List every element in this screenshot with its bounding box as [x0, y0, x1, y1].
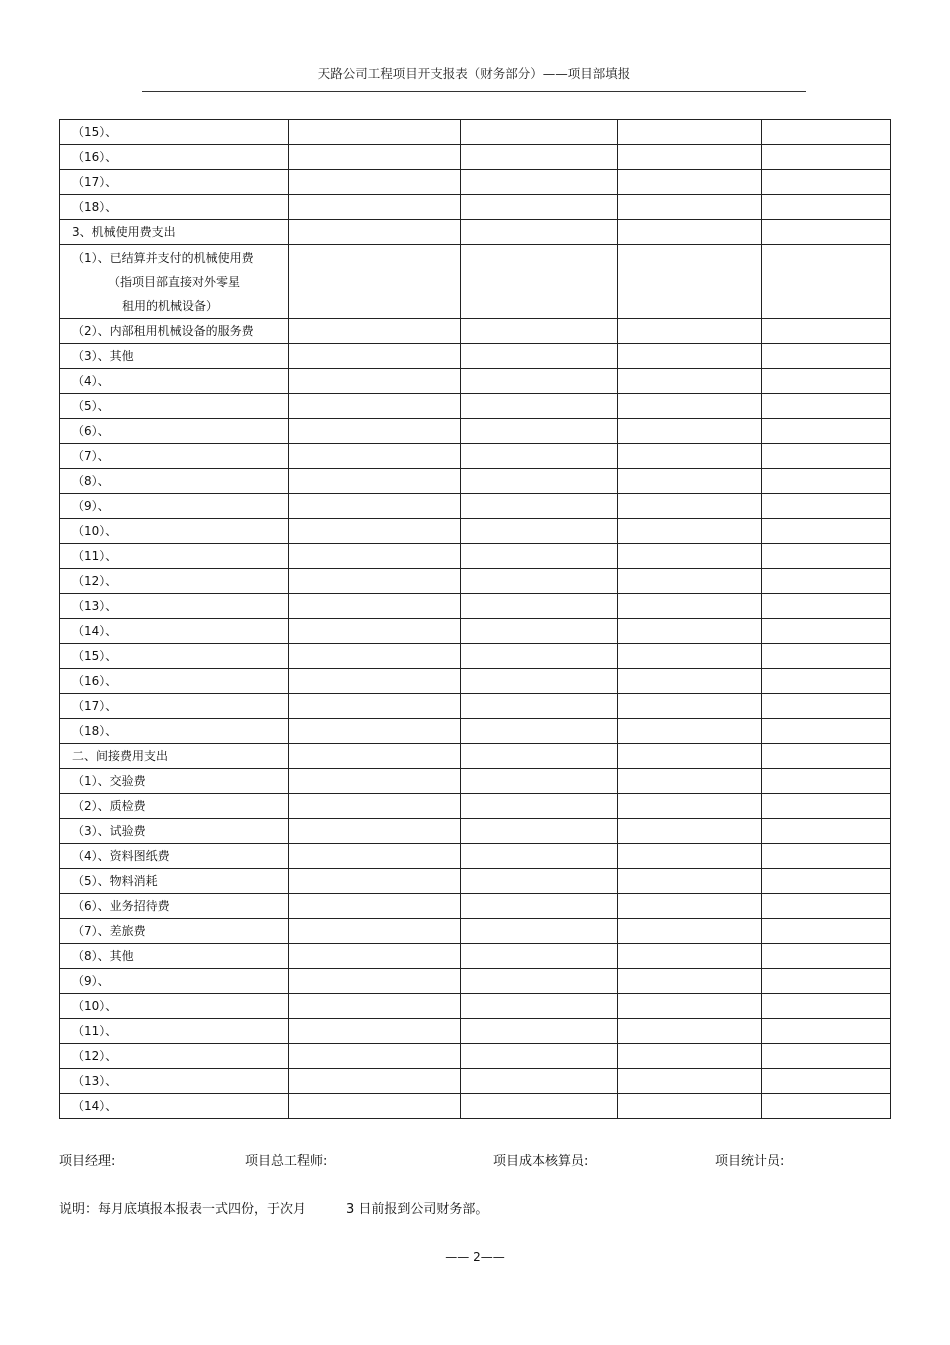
entry-cell[interactable]: [762, 245, 891, 319]
table-row: [60, 894, 891, 919]
entry-cell[interactable]: [618, 1019, 762, 1044]
table-row: [60, 994, 891, 1019]
entry-cell[interactable]: [762, 844, 891, 869]
entry-cell[interactable]: [618, 694, 762, 719]
entry-cell[interactable]: [618, 744, 762, 769]
entry-cell[interactable]: [762, 344, 891, 369]
table-row: [60, 644, 891, 669]
entry-cell[interactable]: [762, 819, 891, 844]
row-label: （12）、: [72, 1049, 118, 1063]
row-label-cell: [60, 819, 289, 844]
entry-cell[interactable]: [461, 245, 618, 319]
entry-cell[interactable]: [618, 245, 762, 319]
entry-cell[interactable]: [461, 1044, 618, 1069]
row-label: （9）、: [72, 499, 110, 513]
entry-cell[interactable]: [461, 744, 618, 769]
entry-cell[interactable]: [762, 170, 891, 195]
table-row: [60, 619, 891, 644]
row-label: （3）、其他: [72, 349, 134, 363]
table-row: [60, 220, 891, 245]
row-label: （13）、: [72, 599, 118, 613]
row-label-cell: [60, 145, 289, 170]
table-row: [60, 195, 891, 220]
table-row: [60, 944, 891, 969]
row-label-cell: [60, 1019, 289, 1044]
entry-cell[interactable]: [289, 170, 461, 195]
row-label: （6）、: [72, 424, 110, 438]
row-label-cell: [60, 519, 289, 544]
row-label: （1）、交验费: [72, 774, 146, 788]
row-label: （3）、试验费: [72, 824, 146, 838]
row-label: （12）、: [72, 574, 118, 588]
row-label: （16）、: [72, 674, 118, 688]
row-label: （16）、: [72, 150, 118, 164]
entry-cell[interactable]: [461, 444, 618, 469]
entry-cell[interactable]: [618, 869, 762, 894]
table-row: [60, 669, 891, 694]
entry-cell[interactable]: [762, 619, 891, 644]
row-label-cell: [60, 794, 289, 819]
table-row: [60, 544, 891, 569]
entry-cell[interactable]: [289, 919, 461, 944]
entry-cell[interactable]: [289, 794, 461, 819]
entry-cell[interactable]: [289, 619, 461, 644]
expense-table-body: [60, 120, 891, 1119]
entry-cell[interactable]: [762, 220, 891, 245]
row-label-cell: [60, 919, 289, 944]
row-label-cell: [60, 245, 289, 319]
entry-cell[interactable]: [618, 344, 762, 369]
entry-cell[interactable]: [461, 220, 618, 245]
entry-cell[interactable]: [461, 794, 618, 819]
entry-cell[interactable]: [461, 519, 618, 544]
entry-cell[interactable]: [461, 569, 618, 594]
row-label: （13）、: [72, 1074, 118, 1088]
entry-cell[interactable]: [461, 944, 618, 969]
entry-cell[interactable]: [461, 719, 618, 744]
row-label: （8）、其他: [72, 949, 134, 963]
table-row: [60, 1044, 891, 1069]
entry-cell[interactable]: [762, 1044, 891, 1069]
entry-cell[interactable]: [461, 994, 618, 1019]
entry-cell[interactable]: [762, 919, 891, 944]
entry-cell[interactable]: [289, 319, 461, 344]
table-row: [60, 1069, 891, 1094]
entry-cell[interactable]: [289, 394, 461, 419]
entry-cell[interactable]: [461, 369, 618, 394]
row-label-cell: [60, 544, 289, 569]
entry-cell[interactable]: [762, 744, 891, 769]
entry-cell[interactable]: [289, 245, 461, 319]
table-row: [60, 819, 891, 844]
page-number: —— 2——: [445, 1250, 505, 1264]
entry-cell[interactable]: [618, 544, 762, 569]
entry-cell[interactable]: [618, 669, 762, 694]
entry-cell[interactable]: [762, 319, 891, 344]
row-label-cell: [60, 944, 289, 969]
entry-cell[interactable]: [461, 769, 618, 794]
entry-cell[interactable]: [762, 769, 891, 794]
entry-cell[interactable]: [461, 1094, 618, 1119]
entry-cell[interactable]: [461, 319, 618, 344]
entry-cell[interactable]: [618, 519, 762, 544]
header-divider: [142, 91, 806, 92]
table-row: [60, 694, 891, 719]
report-title: 天路公司工程项目开支报表（财务部分）——项目部填报: [317, 66, 631, 81]
row-label-cell: [60, 195, 289, 220]
row-label: （11）、: [72, 1024, 118, 1038]
row-label-cell: [60, 344, 289, 369]
entry-cell[interactable]: [289, 669, 461, 694]
entry-cell[interactable]: [289, 145, 461, 170]
table-row: [60, 594, 891, 619]
entry-cell[interactable]: [762, 1019, 891, 1044]
row-label-cell: [60, 319, 289, 344]
note-text-part2: 3 日前报到公司财务部。: [346, 1202, 489, 1217]
entry-cell[interactable]: [762, 544, 891, 569]
instructions-note: [59, 1198, 488, 1217]
row-label-cell: [60, 594, 289, 619]
row-label-line3: 租用的机械设备）: [122, 298, 219, 313]
entry-cell[interactable]: [618, 719, 762, 744]
row-label-line2: （指项目部直接对外零星: [108, 274, 241, 289]
entry-cell[interactable]: [461, 469, 618, 494]
entry-cell[interactable]: [762, 494, 891, 519]
table-row: [60, 794, 891, 819]
entry-cell[interactable]: [461, 694, 618, 719]
entry-cell[interactable]: [289, 594, 461, 619]
entry-cell[interactable]: [289, 744, 461, 769]
entry-cell[interactable]: [618, 444, 762, 469]
entry-cell[interactable]: [618, 569, 762, 594]
entry-cell[interactable]: [289, 1094, 461, 1119]
table-row: [60, 719, 891, 744]
row-label-cell: [60, 744, 289, 769]
entry-cell[interactable]: [762, 869, 891, 894]
row-label-cell: [60, 419, 289, 444]
row-label: （2）、质检费: [72, 799, 146, 813]
entry-cell[interactable]: [762, 994, 891, 1019]
entry-cell[interactable]: [289, 494, 461, 519]
table-row: [60, 869, 891, 894]
entry-cell[interactable]: [762, 469, 891, 494]
row-label: （8）、: [72, 474, 110, 488]
table-row: [60, 569, 891, 594]
row-label-cell: [60, 369, 289, 394]
row-label: （5）、: [72, 399, 110, 413]
row-label-cell: [60, 1044, 289, 1069]
entry-cell[interactable]: [618, 494, 762, 519]
row-label-cell: [60, 220, 289, 245]
entry-cell[interactable]: [618, 594, 762, 619]
table-row: [60, 419, 891, 444]
entry-cell[interactable]: [289, 1069, 461, 1094]
row-label-cell: [60, 469, 289, 494]
table-row: [60, 969, 891, 994]
row-label-cell: [60, 694, 289, 719]
entry-cell[interactable]: [461, 1019, 618, 1044]
table-row: [60, 145, 891, 170]
entry-cell[interactable]: [289, 369, 461, 394]
entry-cell[interactable]: [289, 220, 461, 245]
entry-cell[interactable]: [289, 1019, 461, 1044]
table-row: [60, 469, 891, 494]
entry-cell[interactable]: [461, 394, 618, 419]
entry-cell[interactable]: [762, 944, 891, 969]
entry-cell[interactable]: [461, 170, 618, 195]
row-label-cell: [60, 1069, 289, 1094]
table-row: [60, 744, 891, 769]
entry-cell[interactable]: [762, 369, 891, 394]
entry-cell[interactable]: [461, 544, 618, 569]
row-label-cell: [60, 444, 289, 469]
table-row: [60, 844, 891, 869]
row-label: （11）、: [72, 549, 118, 563]
entry-cell[interactable]: [618, 394, 762, 419]
entry-cell[interactable]: [762, 1094, 891, 1119]
statistician-label: 项目统计员:: [715, 1154, 785, 1169]
entry-cell[interactable]: [618, 1044, 762, 1069]
row-label-cell: [60, 619, 289, 644]
entry-cell[interactable]: [289, 994, 461, 1019]
table-row: [60, 769, 891, 794]
entry-cell[interactable]: [289, 195, 461, 220]
row-label: （1）、已结算并支付的机械使用费: [72, 250, 254, 265]
row-label-cell: [60, 494, 289, 519]
entry-cell[interactable]: [289, 894, 461, 919]
entry-cell[interactable]: [461, 669, 618, 694]
entry-cell[interactable]: [461, 145, 618, 170]
entry-cell[interactable]: [762, 519, 891, 544]
entry-cell[interactable]: [618, 469, 762, 494]
entry-cell[interactable]: [461, 195, 618, 220]
entry-cell[interactable]: [289, 969, 461, 994]
entry-cell[interactable]: [289, 120, 461, 145]
entry-cell[interactable]: [618, 819, 762, 844]
entry-cell[interactable]: [461, 494, 618, 519]
entry-cell[interactable]: [289, 519, 461, 544]
table-row: [60, 1094, 891, 1119]
entry-cell[interactable]: [289, 869, 461, 894]
entry-cell[interactable]: [762, 145, 891, 170]
table-row: [60, 919, 891, 944]
entry-cell[interactable]: [461, 344, 618, 369]
table-row: [60, 494, 891, 519]
entry-cell[interactable]: [618, 644, 762, 669]
entry-cell[interactable]: [762, 794, 891, 819]
entry-cell[interactable]: [289, 944, 461, 969]
entry-cell[interactable]: [762, 569, 891, 594]
table-row: [60, 1019, 891, 1044]
note-text-part1: 说明：每月底填报本报表一式四份，于次月: [59, 1202, 307, 1217]
entry-cell[interactable]: [762, 419, 891, 444]
entry-cell[interactable]: [762, 594, 891, 619]
entry-cell[interactable]: [289, 569, 461, 594]
entry-cell[interactable]: [289, 819, 461, 844]
entry-cell[interactable]: [461, 819, 618, 844]
table-row: [60, 245, 891, 319]
entry-cell[interactable]: [461, 919, 618, 944]
table-row: [60, 344, 891, 369]
entry-cell[interactable]: [289, 344, 461, 369]
table-row: [60, 170, 891, 195]
entry-cell[interactable]: [618, 170, 762, 195]
row-label: （10）、: [72, 999, 118, 1013]
entry-cell[interactable]: [289, 1044, 461, 1069]
row-label-cell: [60, 170, 289, 195]
table-row: [60, 120, 891, 145]
row-label-cell: [60, 120, 289, 145]
entry-cell[interactable]: [289, 419, 461, 444]
row-label: （14）、: [72, 624, 118, 638]
entry-cell[interactable]: [461, 419, 618, 444]
project-manager-label: 项目经理:: [59, 1154, 116, 1169]
entry-cell[interactable]: [762, 669, 891, 694]
row-label: （17）、: [72, 699, 118, 713]
row-label-cell: [60, 769, 289, 794]
row-label-cell: [60, 644, 289, 669]
table-row: [60, 369, 891, 394]
row-label: （4）、: [72, 374, 110, 388]
row-label: （18）、: [72, 724, 118, 738]
row-label: （6）、业务招待费: [72, 899, 170, 913]
row-label-cell: [60, 969, 289, 994]
entry-cell[interactable]: [762, 969, 891, 994]
row-label: （15）、: [72, 125, 118, 139]
entry-cell[interactable]: [461, 894, 618, 919]
entry-cell[interactable]: [762, 694, 891, 719]
expense-table: [59, 119, 891, 1119]
row-label: （4）、资料图纸费: [72, 849, 170, 863]
entry-cell[interactable]: [461, 1069, 618, 1094]
entry-cell[interactable]: [762, 894, 891, 919]
chief-engineer-label: 项目总工程师:: [245, 1154, 328, 1169]
entry-cell[interactable]: [618, 319, 762, 344]
table-row: [60, 394, 891, 419]
row-label: （7）、: [72, 449, 110, 463]
entry-cell[interactable]: [289, 769, 461, 794]
row-label: （15）、: [72, 649, 118, 663]
row-label: （2）、内部租用机械设备的服务费: [72, 324, 254, 338]
entry-cell[interactable]: [289, 844, 461, 869]
table-row: [60, 319, 891, 344]
entry-cell[interactable]: [762, 444, 891, 469]
entry-cell[interactable]: [618, 1069, 762, 1094]
entry-cell[interactable]: [762, 120, 891, 145]
row-label: 3、机械使用费支出: [72, 225, 176, 239]
entry-cell[interactable]: [762, 1069, 891, 1094]
row-label-cell: [60, 894, 289, 919]
entry-cell[interactable]: [461, 594, 618, 619]
entry-cell[interactable]: [618, 619, 762, 644]
row-label-cell: [60, 394, 289, 419]
entry-cell[interactable]: [618, 994, 762, 1019]
row-label: （7）、差旅费: [72, 924, 146, 938]
entry-cell[interactable]: [762, 644, 891, 669]
row-label-cell: [60, 844, 289, 869]
entry-cell[interactable]: [618, 1094, 762, 1119]
entry-cell[interactable]: [618, 369, 762, 394]
row-label-cell: [60, 1094, 289, 1119]
entry-cell[interactable]: [618, 919, 762, 944]
row-label: （5）、物料消耗: [72, 874, 158, 888]
row-label: （9）、: [72, 974, 110, 988]
row-label-cell: [60, 669, 289, 694]
row-label-cell: [60, 719, 289, 744]
entry-cell[interactable]: [289, 469, 461, 494]
entry-cell[interactable]: [618, 894, 762, 919]
row-label-cell: [60, 994, 289, 1019]
entry-cell[interactable]: [289, 644, 461, 669]
entry-cell[interactable]: [618, 220, 762, 245]
row-label: 二、间接费用支出: [72, 749, 169, 763]
entry-cell[interactable]: [618, 769, 762, 794]
entry-cell[interactable]: [289, 719, 461, 744]
entry-cell[interactable]: [618, 419, 762, 444]
entry-cell[interactable]: [618, 195, 762, 220]
entry-cell[interactable]: [762, 719, 891, 744]
row-label-cell: [60, 869, 289, 894]
row-label: （18）、: [72, 200, 118, 214]
entry-cell[interactable]: [618, 120, 762, 145]
entry-cell[interactable]: [461, 969, 618, 994]
entry-cell[interactable]: [762, 195, 891, 220]
entry-cell[interactable]: [618, 145, 762, 170]
entry-cell[interactable]: [461, 869, 618, 894]
row-label: （10）、: [72, 524, 118, 538]
entry-cell[interactable]: [289, 544, 461, 569]
entry-cell[interactable]: [461, 619, 618, 644]
entry-cell[interactable]: [618, 969, 762, 994]
cost-accountant-label: 项目成本核算员:: [493, 1154, 589, 1169]
entry-cell[interactable]: [289, 444, 461, 469]
entry-cell[interactable]: [618, 944, 762, 969]
table-row: [60, 519, 891, 544]
row-label: （17）、: [72, 175, 118, 189]
entry-cell[interactable]: [618, 794, 762, 819]
entry-cell[interactable]: [289, 694, 461, 719]
signature-line: [59, 1150, 890, 1170]
row-label: （14）、: [72, 1099, 118, 1113]
entry-cell[interactable]: [762, 394, 891, 419]
entry-cell[interactable]: [461, 844, 618, 869]
entry-cell[interactable]: [461, 644, 618, 669]
row-label-cell: [60, 569, 289, 594]
entry-cell[interactable]: [461, 120, 618, 145]
table-row: [60, 444, 891, 469]
entry-cell[interactable]: [618, 844, 762, 869]
